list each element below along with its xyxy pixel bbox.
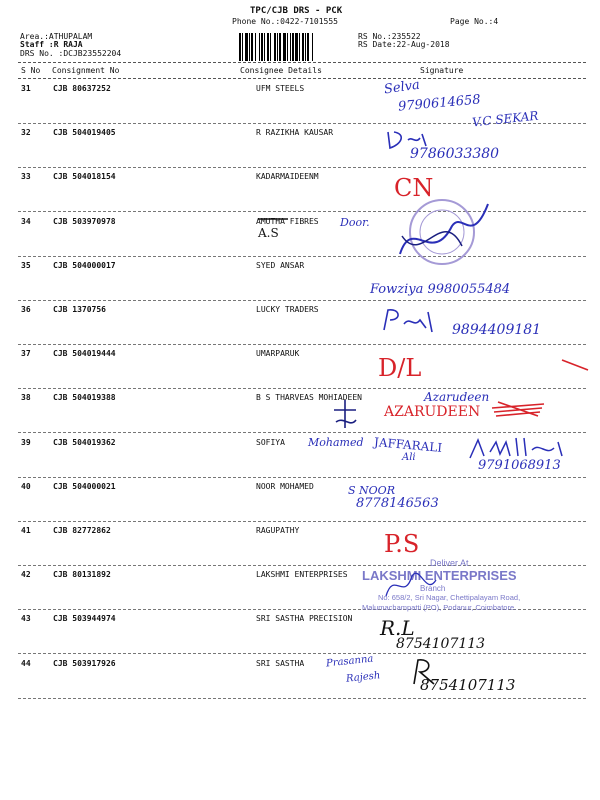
row-sno: 41 (21, 526, 31, 535)
handwriting-r39-name3: Ali (402, 452, 416, 463)
stamp-line-deliver: Deliver At (430, 558, 469, 568)
row-consignee-name: LAKSHMI ENTERPRISES (256, 570, 348, 580)
row-consignee-name: UMARPARUK (256, 349, 300, 359)
handwriting-r43-phone: 8754107113 (396, 636, 486, 652)
row-separator (18, 698, 586, 699)
page-number: Page No.:4 (450, 17, 499, 26)
row-consignment-number: CJB 504000017 (53, 260, 116, 270)
row-consignee-name: SOFIYA (256, 437, 285, 447)
handwriting-r39-phone: 9791068913 (478, 458, 561, 473)
col-header-signature: Signature (420, 66, 464, 75)
handwriting-r31-phone: 9790614658 (397, 92, 482, 115)
stamp-line-address2: Malumachampatti (PO), Podanur, Coimbatore. (362, 603, 517, 612)
row-consignee-name: AMUTHA FIBRES (256, 216, 319, 226)
row-sno: 42 (21, 570, 31, 580)
row-consignment-number: CJB 504018154 (53, 172, 116, 182)
strikethrough-r34 (258, 216, 288, 222)
handwriting-r44-name: Prasanna (325, 653, 374, 670)
row-sno: 33 (21, 172, 31, 182)
table-row (0, 345, 600, 389)
handwriting-r41: P.S (384, 530, 420, 558)
row-sno: 39 (21, 437, 31, 447)
row-sno: 35 (21, 260, 31, 270)
stamp-line-branch: Branch (420, 584, 446, 593)
rs-number: RS No.:235522 (358, 32, 421, 41)
table-row (0, 522, 600, 566)
row-sno: 40 (21, 481, 31, 491)
row-consignee-name: LUCKY TRADERS (256, 305, 319, 314)
row-consignment-number: CJB 82772862 (53, 526, 111, 535)
row-sno: 44 (21, 658, 31, 668)
signature-r36 (380, 306, 440, 336)
row-consignee-name: NOOR MOHAMED (256, 481, 314, 491)
signature-r42 (380, 566, 440, 606)
handwriting-r31-name2: V.C SEKAR (471, 108, 540, 130)
row-sno: 43 (21, 614, 31, 624)
phone-number: Phone No.:0422-7101555 (232, 17, 338, 26)
row-consignee-name: UFM STEELS (256, 84, 305, 93)
handwriting-r40-name: S NOOR (348, 484, 395, 497)
drs-number: DRS No. :DCJB23552204 (20, 49, 122, 58)
handwriting-r44-phone: 8754107113 (420, 676, 516, 694)
table-row (0, 478, 600, 522)
row-consignee-name: SYED ANSAR (256, 260, 305, 270)
handwriting-r39-name: Mohamed (308, 436, 364, 449)
col-header-consignment: Consignment No (52, 66, 120, 75)
handwriting-r36-phone: 9894409181 (452, 322, 542, 338)
table-row (0, 213, 600, 257)
rs-date: RS Date:22-Aug-2018 (358, 40, 450, 49)
header-rule-top (18, 62, 586, 63)
row-sno: 36 (21, 305, 31, 314)
row-sno: 38 (21, 393, 31, 403)
row-consignee-name: RAGUPATHY (256, 526, 300, 535)
row-consignment-number: CJB 504000021 (53, 481, 116, 491)
row-consignee-name: B S THARVEAS MOHIADEEN (256, 393, 362, 403)
row-consignment-number: CJB 503917926 (53, 658, 116, 668)
row-consignment-number: CJB 504019388 (53, 393, 116, 403)
table-row (0, 610, 600, 654)
stroke-r37 (560, 356, 590, 372)
handwriting-r38-name: Azarudeen (424, 390, 490, 404)
row-consignment-number: CJB 504019405 (53, 128, 116, 138)
handwriting-r34-correction: A.S (258, 226, 279, 240)
signature-r38 (330, 398, 360, 430)
handwriting-r34-note: Door. (340, 216, 370, 229)
document-title: TPC/CJB DRS - PCK (250, 6, 343, 16)
row-consignment-number: CJB 504019444 (53, 349, 116, 359)
table-row (0, 168, 600, 212)
row-sno: 34 (21, 216, 31, 226)
row-consignment-number: CJB 80637252 (53, 84, 111, 93)
stamp-line-address1: No: 658/2, Sri Nagar, Chettipalayam Road, (378, 593, 521, 602)
row-consignee-name: SRI SASTHA (256, 658, 305, 668)
barcode (238, 33, 350, 61)
row-sno: 37 (21, 349, 31, 359)
handwriting-r33: CN (394, 174, 434, 202)
row-sno: 31 (21, 84, 31, 93)
row-consignee-name: SRI SASTHA PRECISION (256, 614, 353, 624)
row-consignment-number: CJB 503970978 (53, 216, 116, 226)
area-label: Area.:ATHUPALAM (20, 32, 93, 41)
handwriting-r32-phone: 9786033380 (410, 146, 500, 162)
handwriting-r40-phone: 8778146563 (356, 496, 439, 511)
row-consignment-number: CJB 80131892 (53, 570, 111, 580)
col-header-sno: S No (21, 66, 41, 75)
col-header-consignee: Consignee Details (240, 66, 322, 75)
row-consignment-number: CJB 504019362 (53, 437, 116, 447)
row-consignee-name: R RAZIKHA KAUSAR (256, 128, 334, 138)
handwriting-r35: Fowziya 9980055484 (370, 282, 511, 297)
table-row (0, 124, 600, 168)
handwriting-r31-name: Selva (383, 77, 421, 98)
handwriting-r37: D/L (378, 354, 422, 382)
row-consignment-number: CJB 1370756 (53, 305, 106, 314)
company-seal-stamp (392, 196, 492, 268)
header-rule-bottom (18, 78, 586, 79)
row-consignee-name: KADARMAIDEENM (256, 172, 319, 182)
staff-label: Staff :R RAJA (20, 40, 83, 49)
handwriting-r39-name2: JAFFARALI (373, 435, 443, 455)
stamp-line-company: LAKSHMI ENTERPRISES (362, 568, 517, 583)
handwriting-r43-initials: R.L (380, 616, 415, 640)
handwriting-r44-name2: Rajesh (345, 670, 381, 685)
handwriting-r38-caps: AZARUDEEN (384, 404, 481, 420)
row-consignment-number: CJB 503944974 (53, 614, 116, 624)
row-sno: 32 (21, 128, 31, 138)
scribble-r38 (488, 398, 548, 420)
